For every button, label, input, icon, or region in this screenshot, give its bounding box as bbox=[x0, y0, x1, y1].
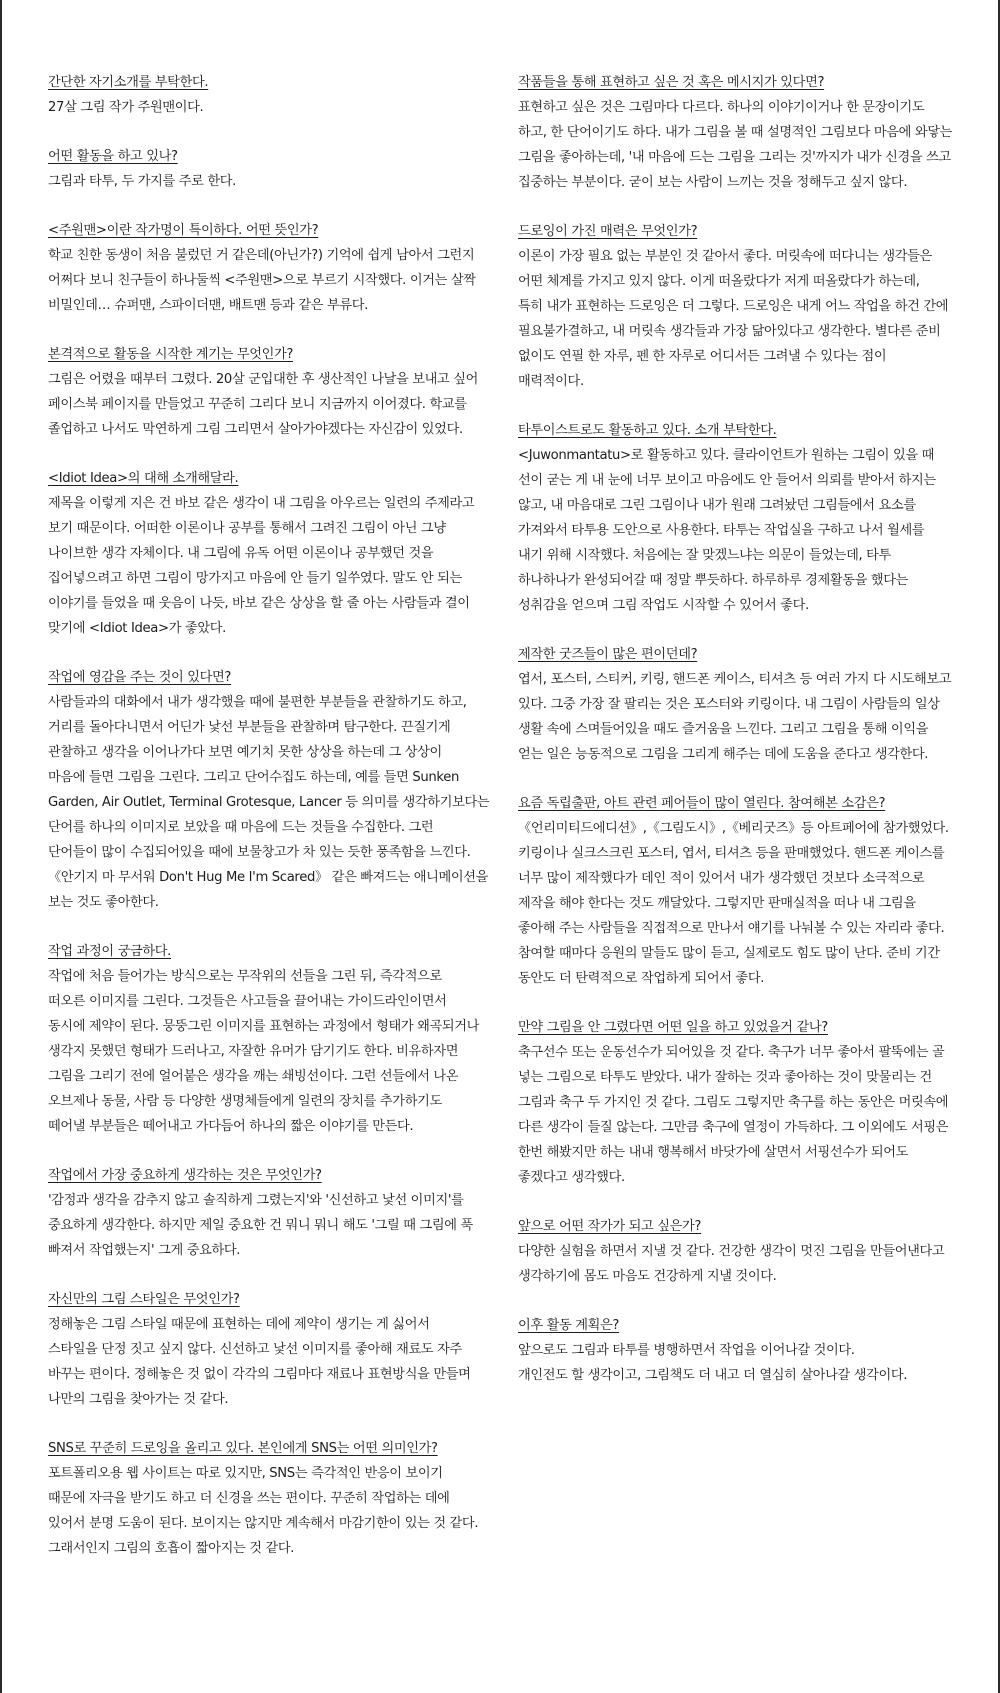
answer-line: 그림을 그리기 전에 얼어붙은 생각을 깨는 쇄빙선이다. 그런 선들에서 나온 bbox=[48, 1069, 459, 1084]
answer-line: 페이스북 페이지를 만들었고 꾸준히 그리다 보니 지금까지 이어졌다. 학교를 bbox=[48, 397, 467, 412]
interview-question: 작업 과정이 궁금하다. bbox=[48, 944, 172, 959]
qa-block bbox=[48, 218, 488, 318]
qa-block bbox=[518, 70, 958, 195]
interview-answer bbox=[518, 1338, 958, 1388]
answer-line: 보기 때문이다. 어떠한 이론이나 공부를 통해서 그려진 그림이 아닌 그냥 bbox=[48, 521, 446, 536]
answer-line: 성취감을 얻으며 그림 작업도 시작할 수 있어서 좋다. bbox=[518, 598, 809, 613]
answer-line: 특히 내가 표현하는 드로잉은 더 그렇다. 드로잉은 내게 어느 작업을 하건 간에 bbox=[518, 299, 949, 314]
interview-question: SNS로 꾸준히 드로잉을 올리고 있다. 본인에게 SNS는 어떤 의미인가? bbox=[48, 1441, 438, 1456]
interview-question: 이후 활동 계획은? bbox=[518, 1318, 620, 1333]
qa-block bbox=[48, 1287, 488, 1412]
answer-line: 생활 속에 스며들어있을 때도 즐거움을 느낀다. 그리고 그림을 통해 이익을 bbox=[518, 722, 929, 737]
interview-question: <주원맨>이란 작가명이 특이하다. 어떤 뜻인가? bbox=[48, 223, 319, 238]
answer-line: 하나하나가 완성되어갈 때 정말 뿌듯하다. 하루하루 경제활동을 했다는 bbox=[518, 573, 909, 588]
interview-question: 드로잉이 가진 매력은 무엇인가? bbox=[518, 224, 698, 239]
answer-line: 이론이 가장 필요 없는 부분인 것 같아서 좋다. 머릿속에 떠다니는 생각들은 bbox=[518, 249, 932, 264]
answer-line: 맞기에 <Idiot Idea>가 좋았다. bbox=[48, 621, 226, 636]
interview-answer bbox=[518, 244, 958, 394]
qa-block bbox=[48, 342, 488, 442]
interview-answer bbox=[518, 1040, 958, 1190]
answer-line: 《언리미티드에디션》,《그림도시》,《베리굿즈》등 아트페어에 참가했었다. bbox=[518, 821, 949, 836]
answer-line: 어쩌다 보니 친구들이 하나둘씩 <주원맨>으로 부르기 시작했다. 이거는 살짝 bbox=[48, 273, 476, 288]
answer-line: 학교 친한 동생이 처음 불렀던 거 같은데(아닌가?) 기억에 쉽게 남아서 그런지 bbox=[48, 248, 475, 263]
answer-line: 얻는 일은 능동적으로 그림을 그리게 해주는 데에 도움을 준다고 생각한다. bbox=[518, 747, 929, 762]
answer-line: 오브제나 동물, 사람 등 다양한 생명체들에게 일련의 장치를 추가하기도 bbox=[48, 1094, 442, 1109]
answer-line: Garden, Air Outlet, Terminal Grotesque, Lancer 등 의미를 생각하기보다는 bbox=[48, 795, 490, 810]
answer-line: 동시에 제약이 된다. 뭉뚱그린 이미지를 표현하는 과정에서 형태가 왜곡되거나 bbox=[48, 1019, 480, 1034]
answer-line: 나이브한 생각 자체이다. 내 그림에 유독 어떤 이론이나 공부했던 것을 bbox=[48, 546, 434, 561]
answer-line: 넣는 그림으로 타투도 받았다. 내가 잘하는 것과 좋아하는 것이 맞물리는 건 bbox=[518, 1070, 932, 1085]
answer-line: 가져와서 타투용 도안으로 사용한다. 타투는 작업실을 구하고 나서 월세를 bbox=[518, 523, 925, 538]
answer-line: 참여할 때마다 응원의 말들도 많이 듣고, 실제로도 힘도 많이 난다. 준비 기간 bbox=[518, 946, 940, 961]
answer-line: 그림을 좋아하는데, '내 마음에 드는 그림을 그리는 것'까지가 내가 신경을 쓰고 bbox=[518, 150, 951, 165]
interview-answer bbox=[518, 95, 958, 195]
interview-question: 자신만의 그림 스타일은 무엇인가? bbox=[48, 1292, 240, 1307]
qa-block bbox=[48, 144, 488, 194]
answer-line: 다른 생각이 들질 않는다. 그만큼 축구에 열정이 가득하다. 그 이외에도 서핑은 bbox=[518, 1120, 949, 1135]
answer-line: 제작을 해야 한다는 것도 깨달았다. 그렇지만 판매실적을 떠나 내 그림을 bbox=[518, 896, 916, 911]
answer-line: 있다. 그중 가장 잘 팔리는 것은 포스터와 키링이다. 내 그림이 사람들의 일상 bbox=[518, 697, 940, 712]
answer-line: <Juwonmantatu>로 활동하고 있다. 클라이언트가 원하는 그림이 있을 때 bbox=[518, 448, 935, 463]
answer-line: 생각지 못했던 형태가 드러나고, 자잘한 유머가 담기기도 한다. 비유하자면 bbox=[48, 1044, 459, 1059]
answer-line: 필요불가결하고, 내 머릿속 생각들과 가장 닮아있다고 생각한다. 별다른 준비 bbox=[518, 324, 941, 339]
answer-line: 그림과 타투, 두 가지를 주로 한다. bbox=[48, 174, 236, 189]
answer-line: 졸업하고 나서도 막연하게 그림 그리면서 살아가야겠다는 자신감이 있었다. bbox=[48, 422, 463, 437]
answer-line: 다양한 실험을 하면서 지낼 것 같다. 건강한 생각이 멋진 그림을 만들어낸다고 bbox=[518, 1244, 945, 1259]
interview-question: 앞으로 어떤 작가가 되고 싶은가? bbox=[518, 1219, 702, 1234]
qa-block bbox=[518, 1214, 958, 1289]
answer-line: 집중하는 부분이다. 굳이 보는 사람이 느끼는 것을 정해두고 싶지 않다. bbox=[518, 175, 908, 190]
interview-question: 타투이스트로도 활동하고 있다. 소개 부탁한다. bbox=[518, 423, 777, 438]
answer-line: 나만의 그림을 찾아가는 것 같다. bbox=[48, 1392, 229, 1407]
answer-line: 《안기지 마 무서워 Don't Hug Me I'm Scared》 같은 빠져드는 애니메이션을 bbox=[48, 870, 489, 885]
page-border-left bbox=[0, 0, 2, 1693]
qa-block bbox=[518, 642, 958, 767]
interview-question: 어떤 활동을 하고 있나? bbox=[48, 149, 178, 164]
qa-block bbox=[48, 466, 488, 641]
answer-line: 표현하고 싶은 것은 그림마다 다르다. 하나의 이야기이거나 한 문장이기도 bbox=[518, 100, 925, 115]
interview-answer bbox=[48, 1312, 488, 1412]
interview-question: 간단한 자기소개를 부탁한다. bbox=[48, 75, 209, 90]
interview-answer bbox=[48, 964, 488, 1139]
interview-answer bbox=[518, 667, 958, 767]
interview-answer bbox=[48, 491, 488, 641]
interview-question: 작업에 영감을 주는 것이 있다면? bbox=[48, 670, 232, 685]
answer-line: '감정과 생각을 감추지 않고 솔직하게 그렸는지'와 '신선하고 낯선 이미지'를 bbox=[48, 1193, 464, 1208]
answer-line: 이야기를 들었을 때 웃음이 나듯, 바보 같은 상상을 할 줄 아는 사람들과 결이 bbox=[48, 596, 470, 611]
answer-line: 한번 해봤지만 하는 내내 행복해서 바닷가에 살면서 서핑선수가 되어도 bbox=[518, 1145, 909, 1160]
qa-block bbox=[48, 939, 488, 1139]
interview-question: 작업에서 가장 중요하게 생각하는 것은 무엇인가? bbox=[48, 1168, 322, 1183]
answer-line: 단어들이 많이 수집되어있을 때에 보물창고가 차 있는 듯한 풍족함을 느낀다. bbox=[48, 845, 471, 860]
answer-line: 보는 것도 좋아한다. bbox=[48, 895, 159, 910]
answer-line: 개인전도 할 생각이고, 그림책도 더 내고 더 열심히 살아나갈 생각이다. bbox=[518, 1368, 908, 1383]
answer-line: 없이도 연필 한 자루, 펜 한 자루로 어디서든 그려낼 수 있다는 점이 bbox=[518, 349, 887, 364]
interview-answer bbox=[518, 443, 958, 618]
answer-line: 정해놓은 그림 스타일 때문에 표현하는 데에 제약이 생기는 게 싫어서 bbox=[48, 1317, 430, 1332]
answer-line: 선이 굳는 게 내 눈에 너무 보이고 마음에도 안 들어서 의뢰를 받아서 하지는 bbox=[518, 473, 936, 488]
answer-line: 내기 위해 시작했다. 처음에는 잘 맞겠느냐는 의문이 들었는데, 타투 bbox=[518, 548, 891, 563]
qa-block bbox=[48, 665, 488, 915]
answer-line: 키링이나 실크스크린 포스터, 엽서, 티셔츠 등을 판매했었다. 핸드폰 케이스를 bbox=[518, 846, 945, 861]
qa-block bbox=[48, 1163, 488, 1263]
answer-line: 관찰하고 생각을 이어나가다 보면 예기치 못한 상상을 하는데 그 상상이 bbox=[48, 745, 442, 760]
answer-line: 사람들과의 대화에서 내가 생각했을 때에 불편한 부분들을 관찰하기도 하고, bbox=[48, 695, 467, 710]
qa-block bbox=[48, 1436, 488, 1561]
answer-line: 어떤 체계를 가지고 있지 않다. 이게 떠올랐다가 저게 떠올랐다가 하는데, bbox=[518, 274, 920, 289]
answer-line: 않고, 내 마음대로 그린 그림이나 내가 원래 그려놨던 그림들에서 요소를 bbox=[518, 498, 916, 513]
answer-line: 엽서, 포스터, 스티커, 키링, 핸드폰 케이스, 티셔츠 등 여러 가지 다 시도해보고 bbox=[518, 672, 952, 687]
answer-line: 제목을 이렇게 지은 건 바보 같은 생각이 내 그림을 아우르는 일련의 주제라고 bbox=[48, 496, 475, 511]
answer-line: 중요하게 생각한다. 하지만 제일 중요한 건 뭐니 뭐니 해도 '그릴 때 그림에 푹 bbox=[48, 1218, 473, 1233]
answer-line: 거리를 돌아다니면서 어딘가 낯선 부분들을 관찰하며 탐구한다. 끈질기게 bbox=[48, 720, 451, 735]
answer-line: 비밀인데… 슈퍼맨, 스파이더맨, 배트맨 등과 같은 부류다. bbox=[48, 298, 368, 313]
answer-line: 떠오른 이미지를 그린다. 그것들은 사고들을 끌어내는 가이드라인이면서 bbox=[48, 994, 447, 1009]
interview-answer bbox=[48, 1461, 488, 1561]
interview-answer bbox=[48, 690, 488, 915]
answer-line: 그래서인지 그림의 호흡이 짧아지는 것 같다. bbox=[48, 1541, 295, 1556]
qa-block bbox=[518, 219, 958, 394]
interview-question: 만약 그림을 안 그렸다면 어떤 일을 하고 있었을거 같나? bbox=[518, 1020, 828, 1035]
answer-line: 너무 많이 제작했다가 데인 적이 있어서 내가 생각했던 것보다 소극적으로 bbox=[518, 871, 925, 886]
answer-line: 있어서 분명 도움이 된다. 보이지는 않지만 계속해서 마감기한이 있는 것 같다. bbox=[48, 1516, 479, 1531]
qa-block bbox=[518, 1015, 958, 1190]
answer-line: 포트폴리오용 웹 사이트는 따로 있지만, SNS는 즉각적인 반응이 보이기 bbox=[48, 1466, 443, 1481]
interview-column-left bbox=[48, 70, 488, 1585]
interview-answer bbox=[48, 243, 488, 318]
answer-line: 스타일을 단정 짓고 싶지 않다. 신선하고 낯선 이미지를 좋아해 재료도 자주 bbox=[48, 1342, 462, 1357]
answer-line: 떼어낼 부분들은 떼어내고 가다듬어 하나의 짧은 이야기를 만든다. bbox=[48, 1119, 414, 1134]
answer-line: 매력적이다. bbox=[518, 374, 584, 389]
qa-block bbox=[518, 791, 958, 991]
interview-question: 제작한 굿즈들이 많은 편이던데? bbox=[518, 647, 698, 662]
answer-line: 단어를 하나의 이미지로 보았을 때 마음에 드는 것들을 수집한다. 그런 bbox=[48, 820, 434, 835]
answer-line: 마음에 들면 그림을 그린다. 그리고 단어수집도 하는데, 예를 들면 Sunken bbox=[48, 770, 460, 785]
answer-line: 앞으로도 그림과 타투를 병행하면서 작업을 이어나갈 것이다. bbox=[518, 1343, 855, 1358]
answer-line: 동안도 더 탄력적으로 작업하게 되어서 좋다. bbox=[518, 971, 765, 986]
answer-line: 집어넣으려고 하면 그림이 망가지고 마음에 안 들기 일쑤였다. 말도 안 되는 bbox=[48, 571, 462, 586]
interview-answer bbox=[48, 367, 488, 442]
answer-line: 빠져서 작업했는지' 그게 중요하다. bbox=[48, 1243, 241, 1258]
answer-line: 바꾸는 편이다. 정해놓은 것 없이 각각의 그림마다 재료나 표현방식을 만들며 bbox=[48, 1367, 471, 1382]
answer-line: 그림과 축구 두 가지인 것 같다. 그림도 그렇지만 축구를 하는 동안은 머릿속에 bbox=[518, 1095, 949, 1110]
interview-question: <Idiot Idea>의 대해 소개해달라. bbox=[48, 471, 239, 486]
answer-line: 27살 그림 작가 주원맨이다. bbox=[48, 100, 204, 115]
answer-line: 좋아해 주는 사람들을 직접적으로 만나서 얘기를 나눠볼 수 있는 자리라 좋다. bbox=[518, 921, 945, 936]
interview-answer bbox=[48, 95, 488, 120]
interview-answer bbox=[48, 1188, 488, 1263]
interview-answer bbox=[518, 1239, 958, 1289]
qa-block bbox=[518, 1313, 958, 1388]
qa-block bbox=[518, 418, 958, 618]
answer-line: 작업에 처음 들어가는 방식으로는 무작위의 선들을 그린 뒤, 즉각적으로 bbox=[48, 969, 442, 984]
interview-column-right bbox=[518, 70, 958, 1412]
answer-line: 때문에 자극을 받기도 하고 더 신경을 쓰는 편이다. 꾸준히 작업하는 데에 bbox=[48, 1491, 450, 1506]
interview-question: 본격적으로 활동을 시작한 계기는 무엇인가? bbox=[48, 347, 294, 362]
answer-line: 좋겠다고 생각했다. bbox=[518, 1170, 625, 1185]
interview-question: 작품들을 통해 표현하고 싶은 것 혹은 메시지가 있다면? bbox=[518, 75, 825, 90]
answer-line: 그림은 어렸을 때부터 그렸다. 20살 군입대한 후 생산적인 나날을 보내고 싶어 bbox=[48, 372, 479, 387]
answer-line: 생각하기에 몸도 마음도 건강하게 지낼 것이다. bbox=[518, 1269, 777, 1284]
interview-question: 요즘 독립출판, 아트 관련 페어들이 많이 열린다. 참여해본 소감은? bbox=[518, 796, 886, 811]
qa-block bbox=[48, 70, 488, 120]
answer-line: 축구선수 또는 운동선수가 되어있을 것 같다. 축구가 너무 좋아서 팔뚝에는 골 bbox=[518, 1045, 945, 1060]
interview-answer bbox=[518, 816, 958, 991]
answer-line: 하고, 한 단어이기도 하다. 내가 그림을 볼 때 설명적인 그림보다 마음에 와닿는 bbox=[518, 125, 953, 140]
interview-answer bbox=[48, 169, 488, 194]
